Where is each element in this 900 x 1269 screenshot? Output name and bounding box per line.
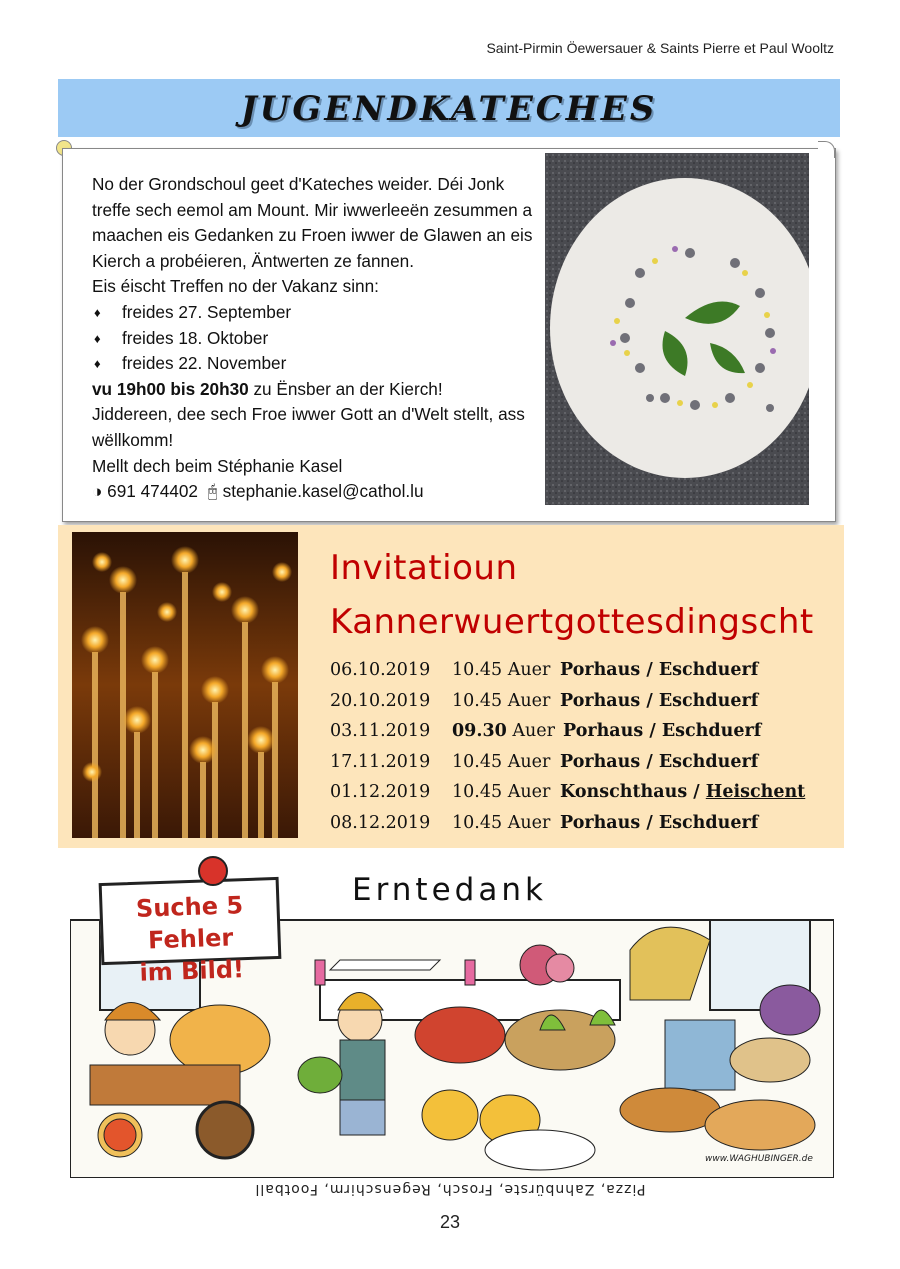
schedule-row: 17.11.2019 10.45 Auer Porhaus / Eschduerf	[330, 751, 759, 772]
list-item: ♦ freides 22. November	[92, 351, 537, 377]
meeting-time: vu 19h00 bis 20h30 zu Ënsber an der Kierch!	[92, 378, 443, 399]
pin-icon	[198, 856, 228, 886]
invitation-title-line1: Invitatioun	[330, 548, 518, 588]
list-item: ♦ freides 18. Oktober	[92, 326, 537, 352]
page-header: Saint-Pirmin Öewersauer & Saints Pierre et Paul Wooltz	[486, 40, 834, 56]
contact-row	[92, 479, 537, 505]
sign-line2: im Bild!	[139, 955, 245, 987]
phone-number: 691 474402	[107, 481, 198, 502]
candles-illustration	[72, 532, 298, 838]
leaf-circle-photo	[545, 153, 809, 505]
phone-icon: ◑	[92, 481, 103, 502]
email-link[interactable]: stephanie.kasel@cathol.lu	[222, 481, 424, 502]
katechese-banner	[58, 79, 840, 137]
schedule-row: 01.12.2019 10.45 Auer Konschthaus / Heischent	[330, 782, 806, 803]
puzzle-sign	[99, 877, 282, 987]
contact-label: Mellt dech beim Stéphanie Kasel	[92, 455, 343, 476]
schedule-list	[330, 655, 830, 839]
diamond-bullet-icon: ♦	[94, 330, 101, 346]
illustrator-credit: www.WAGHUBINGER.de	[705, 1154, 813, 1164]
mouse-icon: 🖰	[207, 481, 218, 502]
schedule-row: 08.12.2019 10.45 Auer Porhaus / Eschduerf	[330, 812, 759, 833]
diamond-bullet-icon: ♦	[94, 356, 101, 372]
dates-list	[92, 300, 537, 377]
invitation-title-line2: Kannerwuertgottesdingscht	[330, 602, 814, 642]
schedule-row: 03.11.2019 09.30 Auer Porhaus / Eschduerf	[330, 721, 762, 742]
puzzle-answer-upside-down: Pizza, Zahnbürste, Frosch, Regenschirm, Football	[254, 1181, 646, 1197]
page-number: 23	[439, 1212, 461, 1232]
scroll-curl-right	[818, 141, 835, 158]
katechese-text	[92, 172, 537, 505]
dates-intro: Eis éischt Treffen no der Vakanz sinn:	[92, 276, 379, 297]
katechese-title: JUGENDKATECHES	[240, 89, 658, 129]
list-item: ♦ freides 27. September	[92, 300, 537, 326]
schedule-row: 20.10.2019 10.45 Auer Porhaus / Eschduerf	[330, 690, 759, 711]
sign-line1: Suche 5 Fehler	[135, 891, 244, 955]
erntedank-title: Erntedank	[352, 872, 547, 908]
candles-photo	[72, 532, 298, 838]
welcome-text: Jiddereen, dee sech Froe iwwer Gott an d'Welt stellt, ass wëllkomm!	[92, 404, 525, 450]
katechese-intro: No der Grondschoul geet d'Kateches weider. Déi Jonk treffe sech eemol am Mount. Mir iwwerleeën zesummen a maachen eis Gedanken zu Froen iwwer de Glawen an eis Kierch a probéieren, Äntwerten ze fannen.	[92, 174, 533, 271]
leaf-circle-illustration	[545, 153, 809, 505]
schedule-row: 06.10.2019 10.45 Auer Porhaus / Eschduerf	[330, 660, 759, 680]
diamond-bullet-icon: ♦	[94, 304, 101, 320]
